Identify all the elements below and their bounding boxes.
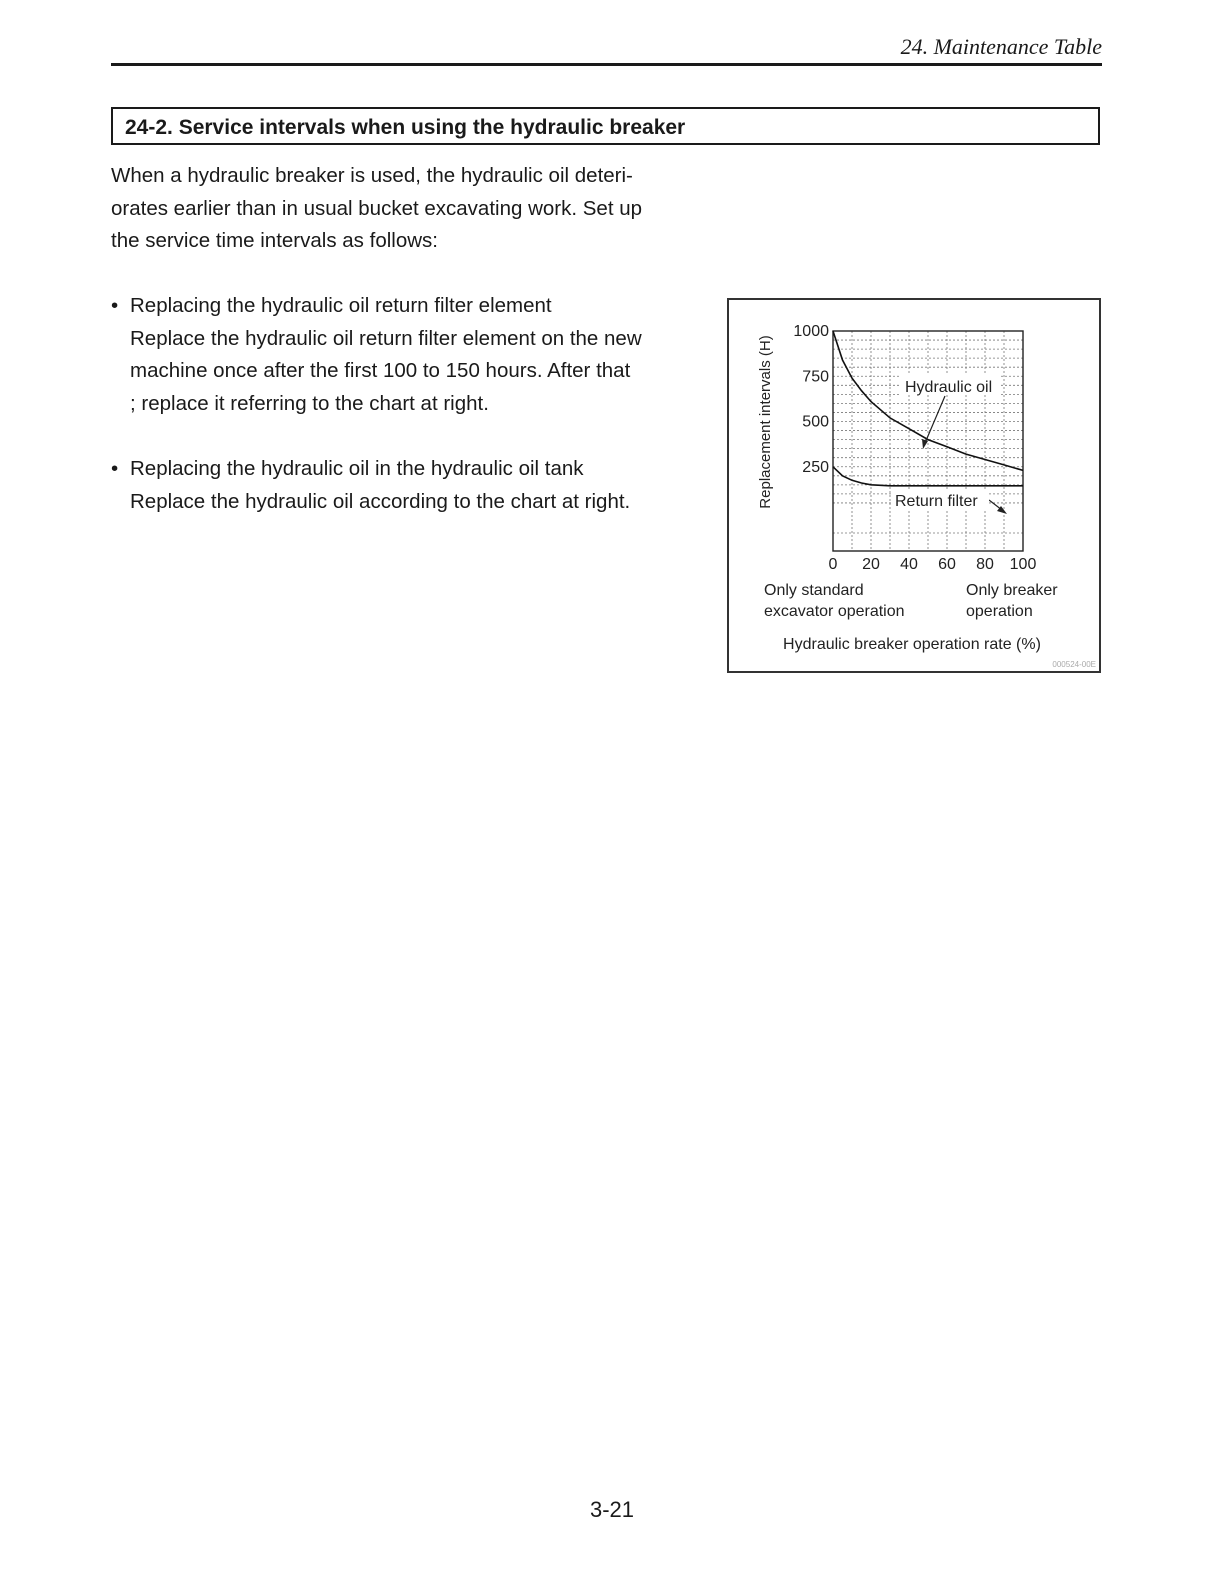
- y-axis-label: Replacement intervals (H): [757, 335, 774, 509]
- x-end-label-left-line1: Only standard: [764, 582, 864, 599]
- intro-line: orates earlier than in usual bucket excavating work. Set up: [111, 196, 643, 220]
- bullet-heading: Replacing the hydraulic oil in the hydraulic oil tank: [130, 457, 584, 480]
- series-label-return-filter: Return filter: [895, 493, 978, 510]
- bullet-line: Replace the hydraulic oil according to the chart at right.: [130, 489, 631, 513]
- bullet-hydraulic-oil: [111, 453, 691, 518]
- figure-code: 000524-00E: [1052, 660, 1096, 669]
- section-heading-box: [111, 107, 1100, 145]
- x-end-label-right-line2: operation: [966, 603, 1033, 620]
- y-tick-label: 1000: [793, 323, 829, 340]
- chart-svg: [729, 300, 1099, 671]
- x-end-label-right-line1: Only breaker: [966, 582, 1058, 599]
- hydraulic-oil-arrowhead: [922, 439, 928, 449]
- x-tick-label: 40: [900, 556, 918, 573]
- bullet-return-filter: [111, 290, 691, 421]
- x-tick-label: 80: [976, 556, 994, 573]
- x-axis-label: Hydraulic breaker operation rate (%): [783, 636, 1041, 653]
- bullet-line: machine once after the first 100 to 150 hours. After that: [130, 359, 631, 383]
- bullet-marker: •: [111, 294, 119, 317]
- x-tick-label: 60: [938, 556, 956, 573]
- bullet-marker: •: [111, 457, 119, 480]
- page-number: 3-21: [589, 1497, 635, 1522]
- x-end-label-left-line2: excavator operation: [764, 603, 905, 620]
- service-interval-chart: [727, 298, 1101, 673]
- x-tick-label: 20: [862, 556, 880, 573]
- bullet-heading: Replacing the hydraulic oil return filter element: [130, 294, 552, 317]
- header-rule: [111, 63, 1102, 66]
- section-title: 24-2. Service intervals when using the hydraulic breaker: [125, 116, 686, 139]
- intro-paragraph: [111, 160, 686, 258]
- running-header: 24. Maintenance Table: [900, 34, 1102, 59]
- y-tick-label: 750: [802, 368, 829, 386]
- intro-line: When a hydraulic breaker is used, the hydraulic oil deteri-: [111, 164, 633, 187]
- y-tick-label: 250: [802, 458, 829, 476]
- x-tick-label: 100: [1009, 556, 1037, 573]
- bullet-line: Replace the hydraulic oil return filter element on the new: [130, 326, 642, 350]
- x-tick-label: 0: [828, 556, 838, 573]
- series-label-hydraulic-oil: Hydraulic oil: [905, 379, 993, 396]
- y-tick-label: 500: [802, 413, 829, 431]
- chart-ticks: [793, 323, 1036, 573]
- bullet-line: ; replace it referring to the chart at right.: [130, 392, 489, 416]
- intro-line: the service time intervals as follows:: [111, 229, 438, 253]
